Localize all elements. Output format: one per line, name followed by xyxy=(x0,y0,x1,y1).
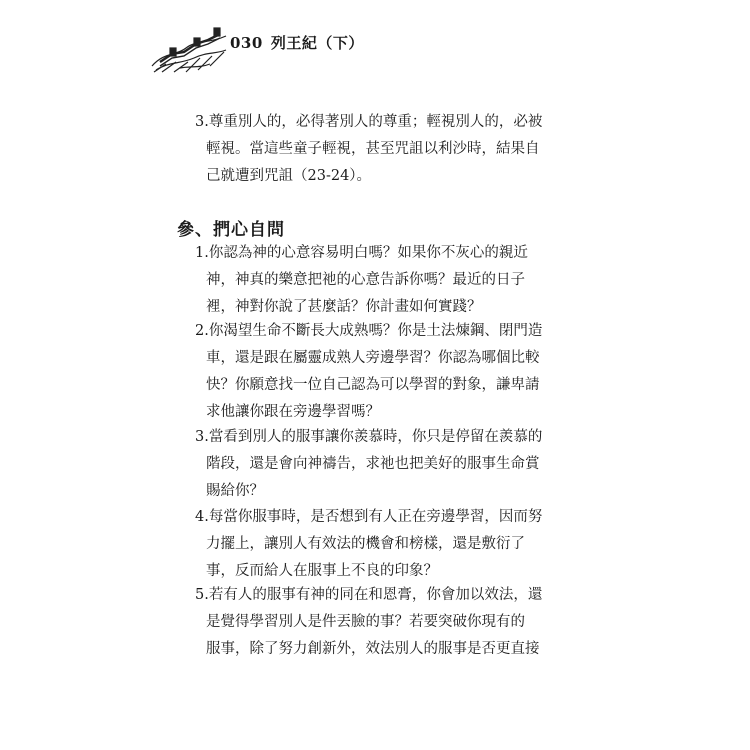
summary-item-3 xyxy=(195,109,555,190)
summary-item-line: 己就遭到咒詛（23-24）。 xyxy=(206,168,372,184)
question-line: 2.你渴望生命不斷長大成熟嗎？你是土法煉鋼、閉門造 xyxy=(195,323,543,339)
running-header xyxy=(150,22,370,82)
question-line: 5.若有人的服事有神的同在和恩膏，你會加以效法，還 xyxy=(195,587,543,603)
question-item xyxy=(195,318,555,426)
page-number: 030 xyxy=(230,34,263,52)
great-wall-logo-icon xyxy=(150,22,228,74)
summary-item-line: 3.尊重別人的，必得著別人的尊重；輕視別人的，必被 xyxy=(195,114,543,130)
question-line: 階段，還是會向神禱告，求祂也把美好的服事生命賞 xyxy=(206,456,540,472)
question-line: 是覺得學習別人是件丟臉的事？若要突破你現有的 xyxy=(206,614,525,630)
question-line: 求他讓你跟在旁邊學習嗎？ xyxy=(206,404,380,420)
question-item xyxy=(195,424,555,505)
item-number: 2. xyxy=(195,323,209,339)
question-line: 賜給你？ xyxy=(206,483,264,499)
question-line: 力擺上，讓別人有效法的機會和榜樣，還是敷衍了 xyxy=(206,536,525,552)
question-line: 服事，除了努力創新外，效法別人的服事是否更直接 xyxy=(206,641,540,657)
question-line: 車，還是跟在屬靈成熟人旁邊學習？你認為哪個比較 xyxy=(206,350,540,366)
question-line: 1.你認為神的心意容易明白嗎？如果你不灰心的親近 xyxy=(195,245,528,261)
question-item xyxy=(195,240,555,321)
question-line: 事，反而給人在服事上不良的印象？ xyxy=(206,563,438,579)
question-line: 神，神真的樂意把祂的心意告訴你嗎？最近的日子 xyxy=(206,272,525,288)
question-line: 裡，神對你說了甚麼話？你計畫如何實踐？ xyxy=(206,299,482,315)
item-number: 1. xyxy=(195,245,209,261)
question-line: 4.每當你服事時，是否想到有人正在旁邊學習，因而努 xyxy=(195,509,543,525)
item-number: 4. xyxy=(195,509,209,525)
summary-item-line: 輕視。當這些童子輕視，甚至咒詛以利沙時，結果自 xyxy=(206,141,540,157)
header-title xyxy=(230,32,364,53)
item-number: 3. xyxy=(195,114,209,130)
question-item xyxy=(195,504,555,585)
section-heading: 參、捫心自問 xyxy=(177,220,285,240)
item-number: 5. xyxy=(195,587,209,603)
book-title: 列王紀（下） xyxy=(270,34,364,52)
question-line: 3.當看到別人的服事讓你羨慕時，你只是停留在羨慕的 xyxy=(195,429,543,445)
item-number: 3. xyxy=(195,429,209,445)
question-line: 快？你願意找一位自己認為可以學習的對象，謙卑請 xyxy=(206,377,540,393)
question-item xyxy=(195,582,555,663)
